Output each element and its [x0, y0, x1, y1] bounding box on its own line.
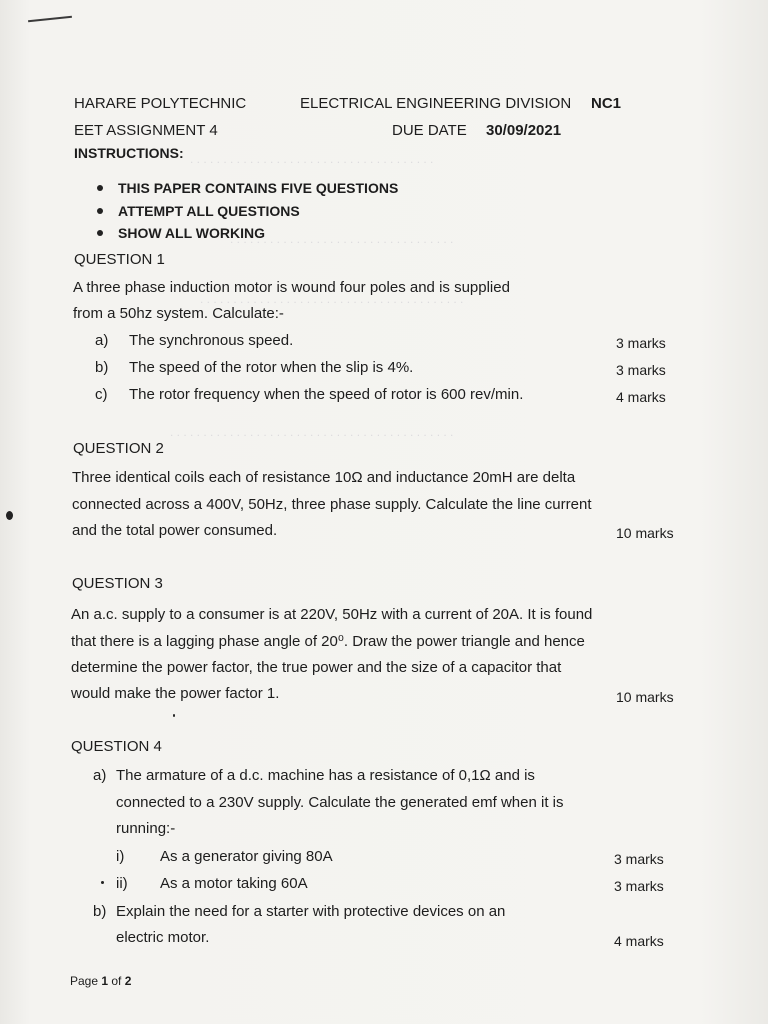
part-marks: 3 marks [616, 335, 666, 351]
subpart-marks: 3 marks [614, 878, 664, 894]
question-3-title: QUESTION 3 [72, 575, 163, 592]
part-text: The rotor frequency when the speed of rotor is 600 rev/min. [129, 386, 524, 403]
show-through-text: . . . . . . . . . . . . . . . . . . . . . . . . . . . . . . . . . . [230, 232, 454, 246]
part-marks: 3 marks [616, 362, 666, 378]
question-2-text: and the total power consumed. [72, 522, 278, 539]
speck [173, 714, 175, 717]
question-3-marks: 10 marks [616, 689, 674, 705]
subpart-label: i) [116, 848, 125, 865]
show-through-text: . . . . . . . . . . . . . . . . . . . . . . . . . . . . . . . . . . . . . . . . [200, 292, 464, 306]
part-label: b) [95, 359, 109, 376]
subpart-text: As a motor taking 60A [160, 875, 308, 892]
instruction-item: SHOW ALL WORKING [118, 225, 265, 241]
question-4-text: The armature of a d.c. machine has a resistance of 0,1Ω and is [116, 767, 535, 784]
bullet-icon [97, 185, 103, 191]
instruction-item: THIS PAPER CONTAINS FIVE QUESTIONS [118, 180, 399, 196]
assignment-title: EET ASSIGNMENT 4 [74, 122, 218, 139]
part-marks: 4 marks [616, 389, 666, 405]
question-3-text: determine the power factor, the true power and the size of a capacitor that [71, 659, 562, 676]
question-1-text: from a 50hz system. Calculate:- [73, 305, 284, 322]
instructions-title: INSTRUCTIONS: [74, 145, 184, 161]
question-4-text: connected to a 230V supply. Calculate the generated emf when it is [116, 794, 564, 811]
division-name: ELECTRICAL ENGINEERING DIVISION [300, 95, 572, 112]
subpart-label: ii) [116, 875, 128, 892]
due-date-label: DUE DATE [392, 122, 467, 139]
due-date-value: 30/09/2021 [486, 122, 562, 139]
punch-mark [6, 511, 13, 520]
level-code: NC1 [591, 95, 622, 112]
question-3-text: An a.c. supply to a consumer is at 220V, 50Hz with a current of 20A. It is found [71, 606, 593, 623]
page-prefix: Page [70, 974, 102, 988]
question-2-text: Three identical coils each of resistance 10Ω and inductance 20mH are delta [72, 469, 576, 486]
subpart-text: As a generator giving 80A [160, 848, 333, 865]
question-1-title: QUESTION 1 [74, 251, 165, 268]
part-text: The synchronous speed. [129, 332, 294, 349]
page-current: 1 [101, 974, 109, 988]
question-2-text: connected across a 400V, 50Hz, three phase supply. Calculate the line current [72, 496, 592, 513]
part-marks: 4 marks [614, 933, 664, 949]
speck [101, 881, 104, 884]
subpart-marks: 3 marks [614, 851, 664, 867]
question-2-title: QUESTION 2 [73, 440, 164, 457]
page-number [70, 974, 131, 988]
show-through-text: . . . . . . . . . . . . . . . . . . . . . . . . . . . . . . . . . . . . . . . . . . . [170, 425, 454, 439]
question-4-text: Explain the need for a starter with protective devices on an [116, 903, 506, 920]
bullet-icon [97, 230, 103, 236]
instruction-item: ATTEMPT ALL QUESTIONS [118, 203, 300, 219]
bullet-icon [97, 208, 103, 214]
part-label: b) [93, 903, 107, 920]
question-2-marks: 10 marks [616, 525, 674, 541]
part-label: a) [93, 767, 107, 784]
part-text: The speed of the rotor when the slip is 4%. [129, 359, 414, 376]
institution-name: HARARE POLYTECHNIC [74, 95, 247, 112]
page-of: of [108, 974, 125, 988]
question-1-text: A three phase induction motor is wound four poles and is supplied [73, 279, 510, 296]
question-4-text: running:- [116, 820, 176, 837]
part-label: a) [95, 332, 109, 349]
question-4-title: QUESTION 4 [71, 738, 162, 755]
question-4-text: electric motor. [116, 929, 210, 946]
question-3-text: would make the power factor 1. [71, 685, 280, 702]
show-through-text: . . . . . . . . . . . . . . . . . . . . . . . . . . . . . . . . . . . . . [190, 152, 434, 166]
part-label: c) [95, 386, 108, 403]
question-3-text: that there is a lagging phase angle of 20⁰. Draw the power triangle and hence [71, 633, 585, 650]
page-total: 2 [124, 974, 132, 988]
